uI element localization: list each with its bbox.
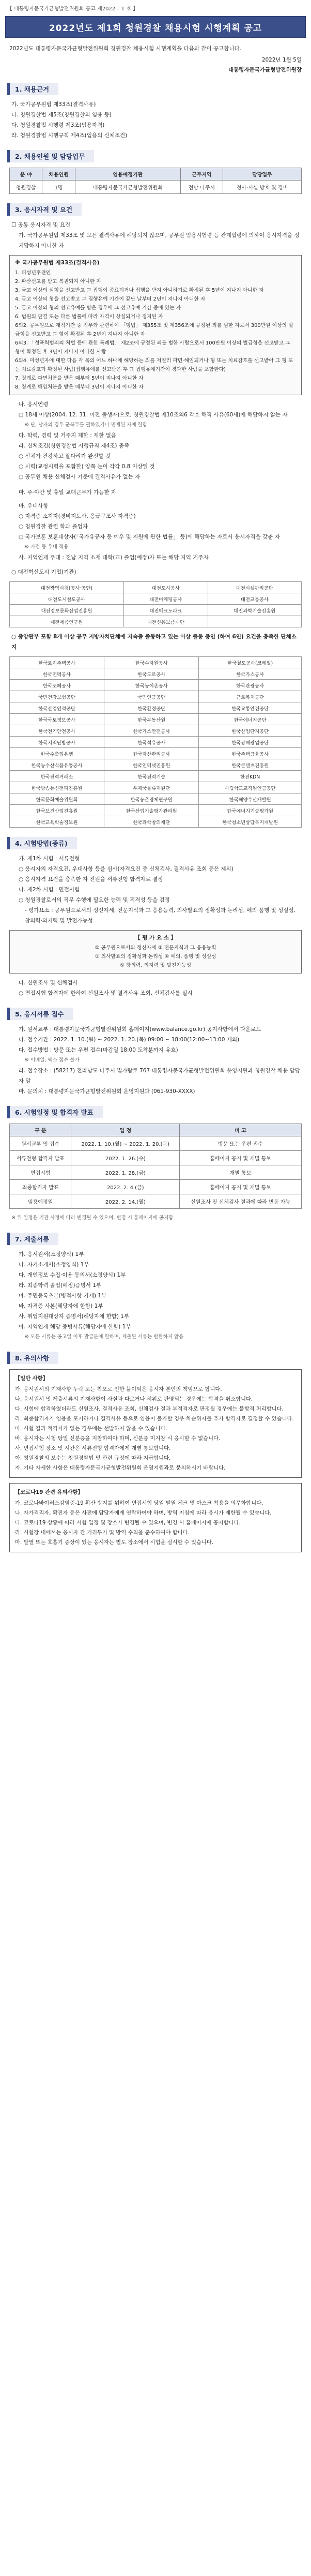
table-cell: 대전세종연구원 [10, 616, 124, 627]
list-item: 나. 제2차 시험 : 면접시험 [19, 887, 80, 893]
table-cell: 홈페이지 공지 및 개별 통보 [180, 1180, 302, 1194]
table-cell: 우체국물류지원단 [104, 782, 199, 793]
section-heading-basis: 1. 채용근거 [7, 83, 58, 95]
table-cell: 대통령자문국가균형발전위원회 [75, 181, 180, 194]
list-item: ※ 이메일, 팩스 접수 불가 [25, 1057, 80, 1063]
list-item: 6의2. 공무원으로 재직기간 중 직무와 관련하여 「형법」 제355조 및 제356조에 규정된 죄를 범한 자로서 300만원 이상의 벌금형을 선고받고 그 형이 확정된 후 2년이 지나지 아니한 자 [15, 323, 293, 337]
eligibility-item: 라. 신체조건(청원경찰법 시행규칙 제4조) 충족 [19, 443, 130, 449]
eligibility-item: 바. 우대사항 [19, 503, 49, 509]
section-heading-hiring: 2. 채용인원 및 담당업무 [7, 150, 94, 162]
table-cell: 근로복지공단 [199, 691, 302, 702]
general-notes-title: 【일반 사항】 [15, 1375, 48, 1382]
table-row [10, 702, 302, 714]
list-item: 가. 원서교부 : 대통령자문국가균형발전위원회 홈페이지(www.balance.go.kr) 공지사항에서 다운로드 [19, 1026, 261, 1032]
list-item: 8. 징계로 해임처분을 받은 때부터 3년이 지나지 아니한 자 [15, 384, 144, 390]
table-cell: 청원경찰 [10, 181, 42, 194]
section-heading-application: 5. 응시서류 접수 [7, 1008, 73, 1020]
table-cell: 한국전력기술 [104, 771, 199, 782]
basis-item: 라. 청원경찰법 시행규칙 제4조(임용의 신체조건) [11, 132, 128, 139]
table-cell [208, 616, 301, 627]
list-item: 6. 법원의 판결 또는 다른 법률에 따라 자격이 상실되거나 정지된 자 [15, 314, 163, 320]
table-cell: 대전신용보증재단 [123, 616, 208, 627]
table-cell: 대전광역시청(공사·공단) [10, 582, 124, 593]
eligibility-item: ○ 신체가 건강하고 팔다리가 완전할 것 [19, 453, 111, 459]
list-item: ⑤ 창의력, 의지력 및 발전가능성 [120, 963, 191, 968]
basis-item: 다. 청원경찰법 시행령 제3조(임용자격) [11, 122, 105, 128]
hiring-table-header [10, 168, 302, 181]
eligibility-item: ○ 18세 이상(2004. 12. 31. 이전 출생자)으로, 청원경찰법 제10조의6 각호 해직 사유(60세)에 해당하지 않는 자 [19, 412, 288, 418]
list-item: 아. 청원경찰의 보수는 청원경찰법 및 관련 규정에 따라 지급합니다. [15, 1455, 171, 1461]
eligibility-list [0, 395, 311, 563]
list-item: ○ 청원경찰로서의 직무 수행에 필요한 능력 및 적격성 등을 검정 [19, 897, 170, 903]
announcement-number: 【 대통령자문국가균형발전위원회 공고 제2022 – 1 호 】 [7, 6, 138, 12]
table-cell: 한국교육학술정보원 [10, 816, 104, 828]
table-cell: 대전과학기술진흥원 [208, 605, 301, 616]
table-cell: 한국교통안전공단 [199, 702, 302, 714]
table-cell: 면접시험 [10, 1165, 71, 1180]
section-heading-schedule: 6. 시험일정 및 합격자 발표 [7, 1106, 103, 1118]
list-item: 자. 기타 자세한 사항은 대통령자문국가균형발전위원회 운영지원과로 문의하시기 바랍니다. [15, 1465, 226, 1471]
section-heading-exam-method: 4. 시험방법(종류) [7, 837, 77, 849]
general-notes-box [9, 1369, 302, 1478]
agency-caption: ○ 대전혁신도시 기업(기관) [11, 569, 76, 575]
schedule-table-header [10, 1124, 302, 1136]
disqualification-title: ※ 국가공무원법 제33조(결격사유) [15, 260, 100, 266]
list-item: 바. 자격증 사본(해당자에 한함) 1부 [19, 1303, 103, 1309]
table-row [10, 737, 302, 748]
table-cell: 한국관광공사 [199, 680, 302, 691]
evaluation-title: 【 평 가 요 소 】 [135, 935, 176, 941]
list-item: 3. 금고 이상의 실형을 선고받고 그 집행이 종료되거나 집행을 받지 아니하기로 확정된 후 5년이 지나지 아니한 자 [15, 288, 264, 293]
list-item: 6의3. 「성폭력범죄의 처벌 등에 관한 특례법」 제2조에 규정된 죄를 범한 사람으로서 100만원 이상의 벌금형을 선고받고 그 형이 확정된 후 3년이 지나지 아니한 사람 [15, 340, 290, 355]
table-row [10, 816, 302, 828]
list-item: 나. 자기소개서(소정양식) 1부 [19, 1262, 89, 1268]
list-item: 4. 금고 이상의 형을 선고받고 그 집행유예 기간이 끝난 날부터 2년이 지나지 아니한 자 [15, 296, 206, 302]
list-item: 다. 시험에 합격하였더라도 신원조사, 결격사유 조회, 신체검사 결과 부적격자로 판정될 경우에는 불합격 처리합니다. [15, 1406, 284, 1412]
table-header-cell: 구 분 [10, 1124, 71, 1136]
table-row [10, 1180, 302, 1194]
table-row [10, 1165, 302, 1180]
eligibility-item: 나. 응시연령 [19, 401, 49, 408]
table-row [10, 725, 302, 737]
table-cell: 한국에너지기술평가원 [199, 805, 302, 816]
list-item: 라. 최종합격자가 임용을 포기하거나 결격사유 등으로 임용이 불가할 경우 차순위자를 추가 합격자로 결정할 수 있습니다. [15, 1416, 294, 1422]
list-item: - 평가요소 : 공무원으로서의 정신자세, 전문지식과 그 응용능력, 의사발표의 정확성과 논리성, 예의·품행 및 성실성, 창의력·의지력 및 발전가능성 [25, 907, 296, 924]
list-item: 나. 접수기간 : 2022. 1. 10.(월) ~ 2022. 1. 20.(목) 09:00 ~ 18:00(12:00~13:00 제외) [19, 1037, 240, 1043]
table-cell: 대전정보문화산업진흥원 [10, 605, 124, 616]
list-item: 바. 응시자는 시험 당일 신분증을 지참하여야 하며, 신분증 미지참 시 응시할 수 없습니다. [15, 1435, 221, 1442]
table-row [10, 748, 302, 759]
list-item: ○ 응시자의 자격요건, 우대사항 등을 심사(자격요건 중 신체검사, 결격사유 조회 등은 제외) [19, 866, 234, 872]
table-row [10, 714, 302, 725]
list-item: 가. 코로나바이러스감염증-19 확산 방지를 위하여 면접시험 당일 발열 체크 및 마스크 착용을 의무화합니다. [15, 1500, 263, 1506]
table-cell: 전남 나주시 [180, 181, 223, 194]
table-cell: 한국가스공사 [199, 668, 302, 680]
list-item: 마. 문의처 : 대통령자문국가균형발전위원회 운영지원과 (061-930-XXXX) [19, 1088, 195, 1095]
public-agency-table [9, 656, 302, 828]
table-cell: 한국국토정보공사 [10, 714, 104, 725]
table-cell: 한국청소년상담복지개발원 [199, 816, 302, 828]
table-cell: 2022. 2. 14.(월) [71, 1194, 180, 1209]
table-row [10, 593, 302, 605]
list-item: 나. 응시원서 및 제출서류의 기재사항이 사실과 다르거나 허위로 판명되는 경우에는 합격을 취소합니다. [15, 1396, 253, 1402]
table-header-cell: 분 야 [10, 168, 42, 181]
table-cell: 청사·시설 방호 및 경비 [223, 181, 301, 194]
table-cell: 대전마케팅공사 [123, 593, 208, 605]
table-row [10, 181, 302, 194]
table-cell: 국민건강보험공단 [10, 691, 104, 702]
table-header-cell: 임용예정기관 [75, 168, 180, 181]
list-item: 사. 면접시험 장소 및 시간은 서류전형 합격자에게 개별 통보합니다. [15, 1445, 171, 1451]
table-cell: 한국전력거래소 [10, 771, 104, 782]
list-item: 마. 주민등록초본(병적사항 기재) 1부 [19, 1293, 107, 1299]
table-cell: 한국농어촌공사 [104, 680, 199, 691]
table-cell: 한국광해광업공단 [199, 737, 302, 748]
table-cell: 한국철도공사(코레일) [199, 657, 302, 668]
list-item: 가. 응시원서(소정양식) 1부 [19, 1251, 84, 1257]
table-cell: 한국콘텐츠진흥원 [199, 759, 302, 771]
table-cell: 한국전력공사 [10, 668, 104, 680]
table-cell: 한국주택금융공사 [199, 748, 302, 759]
table-row [10, 759, 302, 771]
table-cell: 1명 [42, 181, 75, 194]
eligibility-item: 다. 학력, 경력 및 거주지 제한 : 제한 없음 [19, 432, 117, 439]
table-cell: 2022. 2. 4.(금) [71, 1180, 180, 1194]
list-item: 나. 자가격리자, 확진자 등은 사전에 담당자에게 연락하여야 하며, 방역 지침에 따라 응시가 제한될 수 있습니다. [15, 1510, 272, 1516]
list-item: 5. 금고 이상의 형의 선고유예를 받은 경우에 그 선고유예 기간 중에 있는 자 [15, 305, 181, 311]
table-cell: 한국지역난방공사 [10, 737, 104, 748]
table-row [10, 668, 302, 680]
table-row [10, 691, 302, 702]
issuer-name: 대통령자문국가균형발전위원장 [228, 67, 302, 73]
list-item: 가. 응시원서의 기재사항 누락 또는 착오로 인한 불이익은 응시자 본인의 책임으로 합니다. [15, 1386, 222, 1392]
eligibility-item: ○ 시력(교정시력을 포함한) 양쪽 눈이 각각 0.8 이상일 것 [19, 463, 155, 470]
basis-item: 나. 청원경찰법 제5조(청원경찰의 임용 등) [11, 112, 112, 118]
list-item: 라. 접수장소 : (58217) 전라남도 나주시 빛가람로 767 대통령자문국가균형발전위원회 운영지원과 청원경찰 채용 담당자 앞 [19, 1068, 300, 1084]
table-row [10, 1194, 302, 1209]
table-cell: 한국문화예술위원회 [10, 793, 104, 805]
table-row [10, 680, 302, 691]
eligibility-subheading: ☐ 공통 응시자격 및 요건 [11, 222, 71, 228]
table-cell: 한국과학창의재단 [104, 816, 199, 828]
list-item: 마. 발열 또는 호흡기 증상이 있는 응시자는 별도 장소에서 시험을 실시할 수 있습니다. [15, 1539, 214, 1546]
list-item: 7. 징계로 파면처분을 받은 때부터 5년이 지나지 아니한 자 [15, 376, 144, 381]
list-item: 가. 제1차 시험 : 서류전형 [19, 856, 80, 862]
table-cell: 한국자산관리공사 [104, 748, 199, 759]
eligibility-item: 사. 지역인재 우대 : 전남 지역 소재 대학(교) 졸업(예정)자 또는 해당 지역 거주자 [19, 555, 209, 561]
table-header-cell: 담당업무 [223, 168, 301, 181]
list-item: 다. 개인정보 수집·이용 동의서(소정양식) 1부 [19, 1272, 126, 1278]
list-item: ※ 모든 서류는 공고일 이후 발급분에 한하며, 제출된 서류는 반환하지 않음 [25, 1334, 184, 1340]
table-cell: 신원조사 및 신체검사 결과에 따라 변동 가능 [180, 1194, 302, 1209]
eligibility-intro [0, 216, 311, 251]
list-item: ③ 의사발표의 정확성과 논리성 ④ 예의, 품행 및 성실성 [95, 954, 216, 960]
table-cell: 2022. 1. 26.(수) [71, 1151, 180, 1165]
table-row [10, 771, 302, 782]
table-cell: 최종합격자 발표 [10, 1180, 71, 1194]
table-row [10, 582, 302, 593]
table-cell: 한국산업기술평가관리원 [104, 805, 199, 816]
title-banner [5, 16, 306, 38]
table-cell: 한전KDN [199, 771, 302, 782]
eligibility-item: 마. 주·야간 및 휴일 교대근무가 가능한 자 [19, 489, 116, 496]
table-cell: 개별 통보 [180, 1165, 302, 1180]
list-item: 1. 피성년후견인 [15, 270, 51, 276]
list-item: 라. 최종학력 졸업(예정)증명서 1부 [19, 1282, 102, 1289]
table-cell: 한국조폐공사 [10, 680, 104, 691]
table-cell: 한국산업단지공단 [199, 725, 302, 737]
table-cell: 한국농촌경제연구원 [104, 793, 199, 805]
table-cell: 한국가스안전공사 [104, 725, 199, 737]
intro-text: 2022년도 대통령자문국가균형발전위원회 청원경찰 채용시험 시행계획을 다음과 같이 공고합니다. [9, 46, 241, 52]
table-cell: 한국부동산원 [104, 714, 199, 725]
eligibility-item: ○ 공무원 채용 신체검사 기준에 결격사유가 없는 자 [19, 474, 141, 480]
table-header-cell: 비 고 [180, 1124, 302, 1136]
table-cell: 한국환경공단 [104, 702, 199, 714]
table-cell: 대전시설관리공단 [208, 582, 301, 593]
corona-notes-title: 【코로나19 관련 유의사항】 [15, 1489, 83, 1495]
table-cell: 홈페이지 공지 및 개별 통보 [180, 1151, 302, 1165]
corona-notes-box [9, 1483, 302, 1552]
agency2-caption: ○ 중앙관부 포함 8개 이상 공무 지방자치단체에 지속출 졸동하고 있는 이상 졸동 증인 (하여 6인) 요건을 충족한 단체소지 [11, 634, 297, 650]
eligibility-item: 가. 국가공무원법 제33조 및 모든 결격사유에 해당되지 않으며, 공무원 임용시험령 등 관계법령에 의하여 응시자격을 정지당하지 아니한 자 [19, 232, 300, 249]
hiring-table [9, 168, 302, 194]
announcement-date: 2022년 1월 5일 [261, 57, 302, 63]
table-cell: 사립학교교직원연금공단 [199, 782, 302, 793]
list-item: 2. 파산선고를 받고 복권되지 아니한 자 [15, 279, 101, 284]
schedule-table [9, 1124, 302, 1209]
table-cell: 대전교통공사 [208, 593, 301, 605]
table-cell: 방문 또는 우편 접수 [180, 1136, 302, 1151]
agency-table [9, 581, 302, 627]
table-cell: 한국보건산업진흥원 [10, 805, 104, 816]
table-cell: 임용예정일 [10, 1194, 71, 1209]
table-cell: 원서교부 및 접수 [10, 1136, 71, 1151]
list-item: 다. 접수방법 : 방문 또는 우편 접수(마감일 18:00 도착분까지 유효) [19, 1047, 178, 1053]
table-row [10, 1151, 302, 1165]
section-heading-notes: 8. 유의사항 [7, 1352, 58, 1364]
table-cell: 대전테크노파크 [123, 605, 208, 616]
table-cell: 한국산업인력공단 [10, 702, 104, 714]
list-item: 다. 코로나19 상황에 따라 시험 일정 및 장소가 변경될 수 있으며, 변경 시 홈페이지에 공지합니다. [15, 1520, 241, 1526]
list-item: ① 공무원으로서의 정신자세 ② 전문지식과 그 응용능력 [95, 945, 216, 951]
evaluation-box [9, 930, 302, 974]
list-item: 6의4. 미성년자에 대한 다음 각 목의 어느 하나에 해당하는 죄를 저질러 파면·해임되거나 형 또는 치료감호를 선고받아 그 형 또는 치료감호가 확정된 사람(집행유예를 선고받은 후 그 집행유예기간이 경과한 사람을 포함한다) [15, 358, 293, 372]
table-row [10, 782, 302, 793]
section-heading-eligibility: 3. 응시자격 및 요건 [7, 203, 82, 216]
table-cell: 한국인터넷진흥원 [104, 759, 199, 771]
application-list [0, 1020, 311, 1097]
table-cell: 한국전기안전공사 [10, 725, 104, 737]
table-header-cell: 일 정 [71, 1124, 180, 1136]
table-cell: 한국석유공사 [104, 737, 199, 748]
table-cell: 한국에너지공단 [199, 714, 302, 725]
table-cell: 한국도로공사 [104, 668, 199, 680]
eligibility-item: ○ 청원경찰 관련 학과 졸업자 [19, 523, 88, 530]
eligibility-item: ○ 국가보훈 보훈대상자(「국가유공자 등 예우 및 지원에 관한 법률」 등)에 해당하는 자로서 응시자격을 갖춘 자 [19, 534, 280, 540]
exam-method-list-2 [0, 974, 311, 998]
table-cell: 2022. 1. 28.(금) [71, 1165, 180, 1180]
table-cell: 국민연금공단 [104, 691, 199, 702]
table-row [10, 1136, 302, 1151]
list-item: 라. 시험장 내에서는 응시자 간 거리두기 및 방역 수칙을 준수하여야 합니다. [15, 1530, 190, 1536]
table-cell: 서류전형 합격자 발표 [10, 1151, 71, 1165]
table-row [10, 657, 302, 668]
table-row [10, 616, 302, 627]
basis-list [0, 95, 311, 141]
table-row [10, 605, 302, 616]
announcement-title: 2022년도 제1회 청원경찰 채용시험 시행계획 공고 [49, 23, 262, 34]
table-cell: 한국수자원공사 [104, 657, 199, 668]
table-row [10, 793, 302, 805]
table-cell: 한국토지주택공사 [10, 657, 104, 668]
disqualification-box [9, 255, 302, 395]
documents-list [0, 1245, 311, 1342]
eligibility-note: ※ 가점 등 우대 적용 [25, 544, 69, 550]
list-item: ○ 면접시험 합격자에 한하여 신원조사 및 결격사유 조회, 신체검사를 실시 [19, 990, 193, 996]
list-item: 사. 취업지원대상자 증명서(해당자에 한함) 1부 [19, 1313, 130, 1320]
list-item: 다. 신원조사 및 신체검사 [19, 980, 78, 986]
exam-method-list [0, 849, 311, 926]
table-header-cell: 근무지역 [180, 168, 223, 181]
list-item: 아. 지역인재 해당 증빙서류(해당자에 한함) 1부 [19, 1324, 131, 1330]
table-cell: 대전도시공사 [123, 582, 208, 593]
table-cell: 한국해양수산개발원 [199, 793, 302, 805]
table-cell: 한국방송통신전파진흥원 [10, 782, 104, 793]
table-header-cell: 채용인원 [42, 168, 75, 181]
section-heading-documents: 7. 제출서류 [7, 1233, 58, 1245]
list-item: 마. 시험 결과 적격자가 없는 경우에는 선발하지 않을 수 있습니다. [15, 1426, 167, 1432]
table-cell: 한국농수산식품유통공사 [10, 759, 104, 771]
table-cell: 한국수출입은행 [10, 748, 104, 759]
table-cell: 대전도시철도공사 [10, 593, 124, 605]
basis-item: 가. 국가공무원법 제33조(결격사유) [11, 101, 96, 108]
schedule-note: ※ 위 일정은 기관 사정에 따라 변경될 수 있으며, 변경 시 홈페이지에 공지함 [11, 1215, 174, 1221]
table-cell: 2022. 1. 10.(월) ~ 2022. 1. 20.(목) [71, 1136, 180, 1151]
table-row [10, 805, 302, 816]
list-item: ○ 응시자격 요건을 충족한 자 전원을 서류전형 합격자로 결정 [19, 876, 163, 882]
eligibility-item: ○ 자격증 소지자(경비지도사, 응급구조사 자격증) [19, 513, 136, 519]
eligibility-note: ※ 단, 남자의 경우 군복무를 필하였거나 면제된 자에 한함 [25, 422, 148, 428]
